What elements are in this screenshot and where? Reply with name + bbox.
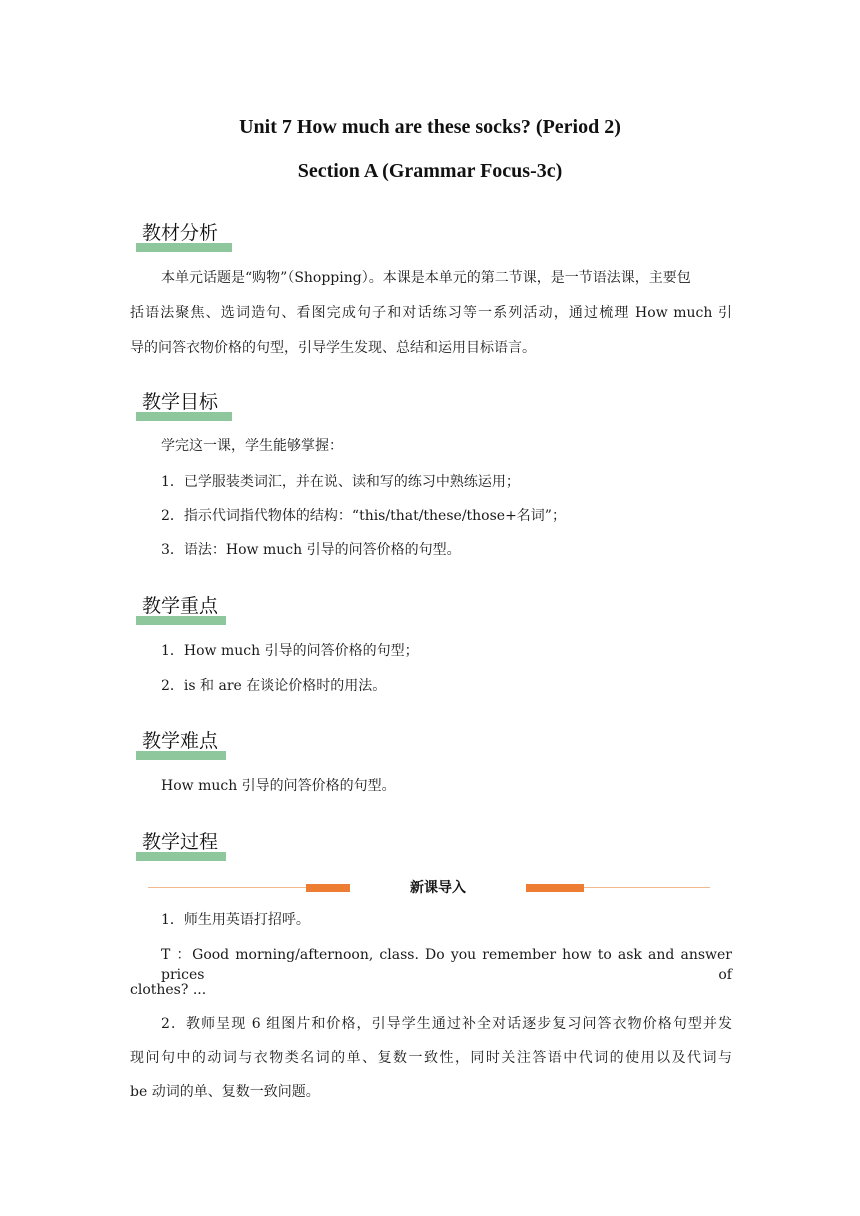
goals-item-1: 1．已学服装类词汇，并在说、读和写的练习中熟练运用；: [161, 474, 520, 490]
difficulty-text: How much 引导的问答价格的句型。: [161, 778, 396, 794]
analysis-line-2: 括语法聚焦、选词造句、看图完成句子和对话练习等一系列活动，通过梳理 How much 引: [130, 305, 732, 321]
dialog-line-1: T ：Good morning/afternoon, class. Do you remember how to ask and answer prices of: [161, 947, 732, 983]
analysis-line-1: 本单元话题是“购物”（Shopping）。本课是本单元的第二节课，是一节语法课，主要包: [161, 270, 691, 286]
heading-process: [136, 829, 218, 863]
heading-analysis: [136, 220, 218, 254]
process-step-2-line-1: 2．教师呈现 6 组图片和价格，引导学生通过补全对话逐步复习问答衣物价格句型并发: [161, 1016, 732, 1032]
heading-label: 教学重点: [142, 595, 219, 617]
heading-label: 教学过程: [142, 831, 219, 853]
goals-item-2: 2．指示代词指代物体的结构：“this/that/these/those+名词”；: [161, 508, 566, 524]
heading-goals: [136, 389, 218, 423]
divider-right-rule: [584, 887, 710, 888]
divider-left-block: [306, 884, 350, 892]
heading-difficulties: [136, 728, 218, 762]
divider-left-rule: [148, 887, 308, 888]
heading-label: 教学目标: [142, 391, 219, 413]
analysis-line-3: 导的问答衣物价格的句型，引导学生发现、总结和运用目标语言。: [130, 340, 536, 356]
goals-item-3: 3．语法：How much 引导的问答价格的句型。: [161, 542, 461, 558]
subheading-intro: 新课导入: [410, 880, 466, 896]
key-point-1: 1．How much 引导的问答价格的句型；: [161, 643, 419, 659]
key-point-2: 2．is 和 are 在谈论价格时的用法。: [161, 678, 387, 694]
heading-label: 教学难点: [142, 730, 219, 752]
divider-right-block: [526, 884, 584, 892]
process-step-2-line-3: be 动词的单、复数一致问题。: [130, 1084, 320, 1100]
heading-key-points: [136, 593, 218, 627]
process-step-2-line-2: 现问句中的动词与衣物类名词的单、复数一致性，同时关注答语中代词的使用以及代词与: [130, 1050, 732, 1066]
page-subtitle: Section A (Grammar Focus-3c): [297, 160, 563, 182]
dialog-line-2: clothes? ...: [130, 982, 207, 998]
process-step-1: 1．师生用英语打招呼。: [161, 912, 310, 928]
heading-label: 教材分析: [142, 222, 219, 244]
goals-intro: 学完这一课，学生能够掌握：: [161, 438, 343, 454]
page-title: Unit 7 How much are these socks? (Period 2): [239, 116, 621, 138]
